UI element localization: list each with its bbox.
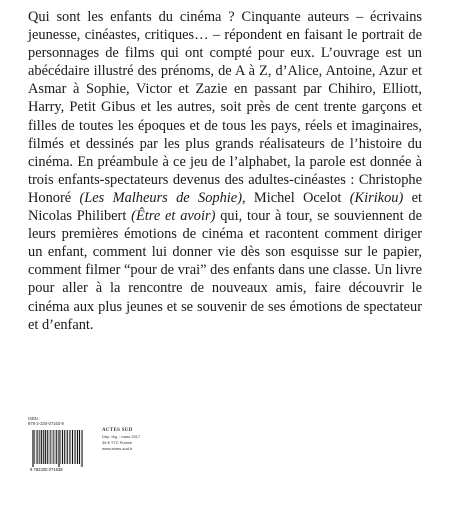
publisher-name: ACTES SUD — [102, 428, 133, 433]
blurb-text-3: et Nicolas Philibert — [28, 189, 423, 225]
publisher-block — [102, 428, 140, 452]
blurb-text-2: , Michel Ocelot — [242, 189, 350, 206]
back-cover-blurb — [28, 8, 422, 334]
film-title-les-malheurs-de-sophie: (Les Malheurs de Sophie) — [79, 189, 242, 206]
isbn-block — [28, 416, 64, 426]
legal-deposit: Dép. lég. : mars 2017 — [102, 434, 141, 439]
cover-footer — [28, 416, 228, 480]
publisher-website: www.actes-sud.fr — [102, 446, 133, 451]
barcode-image — [28, 428, 92, 472]
blurb-text-4: qui, tour à tour, se souviennent de leurs premières émotions de cinéma et racontent comment diriger un enfant, comment lui donner vie dès son esquisse sur le papier, comment filmer “pour de vrai” des enfants dans une classe. Un livre pour aller à la rencontre de nouveaux amis, faire découvrir le cinéma aux plus jeunes et se souvenir de ses émotions de spectateur et d’enfant. — [28, 208, 422, 333]
barcode-digits: 9 782330 071638 — [30, 467, 63, 472]
isbn-number: 978-2-330-07163-8 — [28, 421, 64, 426]
film-title-etre-et-avoir: (Être et avoir) — [131, 208, 216, 225]
film-title-kirikou: (Kirikou) — [349, 189, 404, 206]
blurb-text-1: Qui sont les enfants du cinéma ? Cinquante auteurs – écrivains jeunesse, cinéastes, critiques… – répondent en faisant le portrait de personnages de films qui ont compté pour eux. L’ouvrage est un abécédaire illustré des prénoms, de A à Z, d’Alice, Antoine, Azur et Asmar à Sophie, Victor et Zazie en passant par Chihiro, Elliott, Harry, Petit Gibus et les autres, soit près de cent trente garçons et filles de toutes les époques et de tous les pays, réels et imaginaires, filmés et dessinés par les plus grands réalisateurs de l’histoire du cinéma. En préambule à ce jeu de l’alphabet, la parole est donnée à trois enfants-spectateurs devenus des adultes-cinéastes : Christophe Honoré — [28, 9, 422, 206]
barcode — [28, 428, 92, 472]
price: 36 € TTC France — [102, 440, 133, 445]
isbn-label: ISBN : — [28, 416, 41, 421]
